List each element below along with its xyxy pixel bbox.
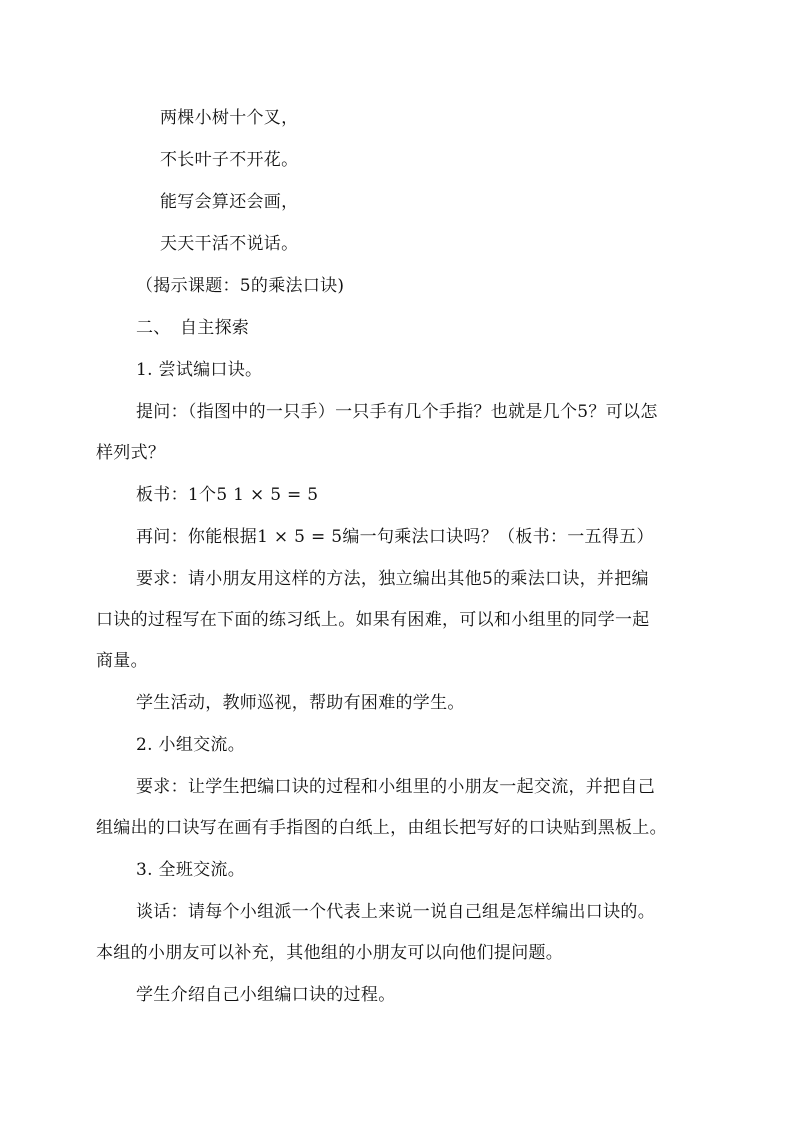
section-heading — [136, 316, 249, 340]
activity-2: 学生介绍自己小组编口诀的过程。 — [136, 985, 396, 1005]
poem-line-1: 两棵小树十个叉， — [160, 108, 299, 128]
requirement-1-line-2: 口诀的过程写在下面的练习纸上。如果有困难，可以和小组里的同学一起 — [96, 610, 650, 630]
question-1-line-1: 提问：（指图中的一只手）一只手有几个手指？也就是几个5？可以怎 — [136, 402, 658, 422]
requirement-1-line-1: 要求：请小朋友用这样的方法，独立编出其他5的乘法口诀，并把编 — [136, 569, 649, 589]
talk-line-2: 本组的小朋友可以补充，其他组的小朋友可以向他们提问题。 — [96, 943, 564, 963]
item-1-heading: 1. 尝试编口诀。 — [136, 360, 263, 380]
requirement-1-line-3: 商量。 — [96, 651, 148, 671]
item-3-heading: 3. 全班交流。 — [136, 860, 246, 880]
section-title: 自主探索 — [180, 318, 250, 338]
topic-note: （揭示课题：5的乘法口诀) — [136, 276, 345, 296]
board-note-1: 板书：1个5 1 × 5 = 5 — [136, 485, 319, 505]
poem-line-3: 能写会算还会画， — [160, 192, 299, 212]
talk-line-1: 谈话：请每个小组派一个代表上来说一说自己组是怎样编出口诀的。 — [136, 902, 655, 922]
requirement-2-line-2: 组编出的口诀写在画有手指图的白纸上，由组长把写好的口诀贴到黑板上。 — [96, 818, 667, 838]
requirement-2-line-1: 要求：让学生把编口诀的过程和小组里的小朋友一起交流，并把自己 — [136, 777, 655, 797]
section-number: 二、 — [136, 318, 171, 338]
poem-line-2: 不长叶子不开花。 — [160, 150, 299, 170]
poem-line-4: 天天干活不说话。 — [160, 234, 299, 254]
question-1-line-2: 样列式？ — [96, 443, 166, 463]
question-2: 再问：你能根据1 × 5 = 5编一句乘法口诀吗？（板书：一五得五） — [136, 527, 654, 547]
item-2-heading: 2. 小组交流。 — [136, 735, 246, 755]
activity-1: 学生活动，教师巡视，帮助有困难的学生。 — [136, 693, 465, 713]
